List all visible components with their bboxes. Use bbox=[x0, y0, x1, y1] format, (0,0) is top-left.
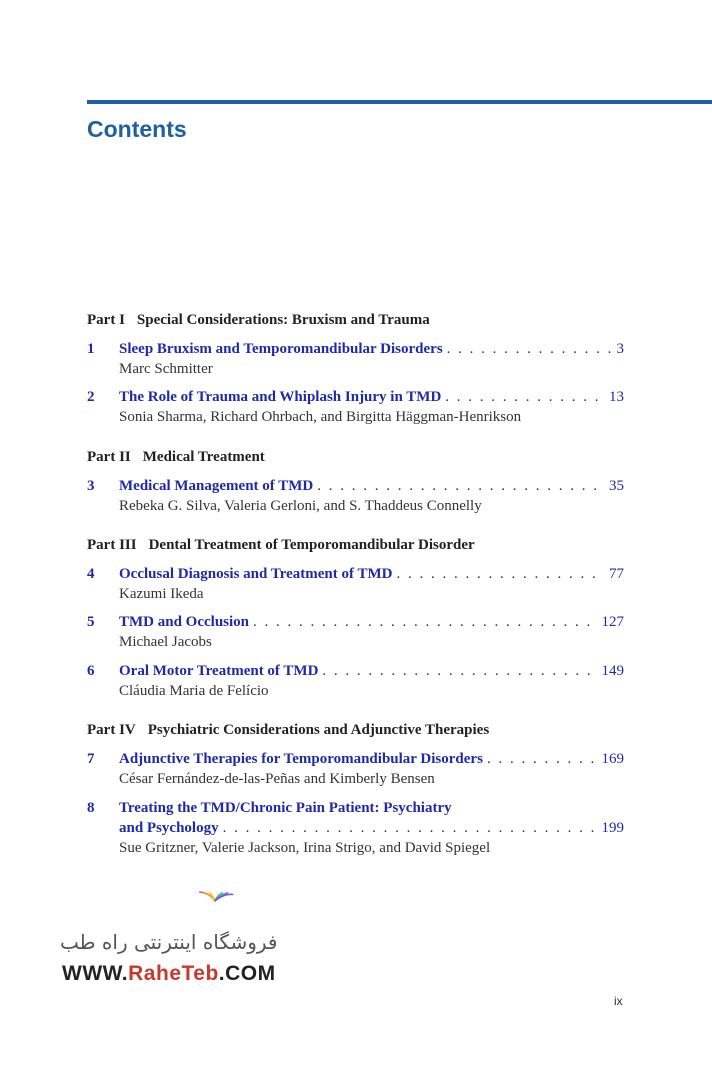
watermark-arabic-text: فروشگاه اینترنتی راه طب bbox=[60, 930, 278, 954]
chapter-authors: Cláudia Maria de Felício bbox=[119, 683, 269, 699]
part-label: Part I bbox=[87, 312, 125, 328]
page-ref: 13 bbox=[609, 389, 624, 405]
watermark-url: WWW.RaheTeb.COM bbox=[62, 962, 276, 985]
page-ref: 77 bbox=[609, 566, 624, 582]
part-label: Part II bbox=[87, 449, 131, 465]
dot-leader bbox=[447, 341, 611, 358]
chapter-authors: Michael Jacobs bbox=[119, 634, 212, 650]
chapter-number: 2 bbox=[87, 389, 95, 405]
dot-leader bbox=[223, 820, 596, 837]
part-title: Medical Treatment bbox=[142, 449, 265, 465]
part-heading bbox=[87, 537, 475, 554]
chapter-number: 6 bbox=[87, 663, 95, 679]
chapter-authors: Sonia Sharma, Richard Ohrbach, and Birgitta Häggman-Henrikson bbox=[119, 409, 522, 425]
dot-leader bbox=[322, 663, 595, 680]
page-title: Contents bbox=[87, 116, 187, 142]
chapter-authors: Kazumi Ikeda bbox=[119, 586, 204, 602]
chapter-number: 3 bbox=[87, 478, 95, 494]
part-title: Psychiatric Considerations and Adjunctive Therapies bbox=[147, 722, 490, 738]
page-ref: 199 bbox=[601, 820, 624, 836]
page-ref: 35 bbox=[609, 478, 624, 494]
chapter-authors: Marc Schmitter bbox=[119, 361, 213, 377]
watermark-book-icon bbox=[60, 888, 310, 928]
chapter-title[interactable]: TMD and Occlusion bbox=[119, 614, 250, 630]
part-label: Part IV bbox=[87, 722, 136, 738]
chapter-title[interactable]: Sleep Bruxism and Temporomandibular Disorders bbox=[119, 341, 443, 357]
chapter-number: 4 bbox=[87, 566, 95, 582]
dot-leader bbox=[317, 478, 603, 495]
part-title: Special Considerations: Bruxism and Trauma bbox=[136, 312, 430, 328]
chapter-title[interactable]: Oral Motor Treatment of TMD bbox=[119, 663, 319, 679]
dot-leader bbox=[487, 751, 596, 768]
part-heading bbox=[87, 312, 430, 329]
chapter-number: 8 bbox=[87, 800, 95, 816]
part-title: Dental Treatment of Temporomandibular Disorder bbox=[148, 537, 475, 553]
chapter-title[interactable]: The Role of Trauma and Whiplash Injury in TMD bbox=[119, 389, 442, 405]
header-rule bbox=[87, 100, 712, 104]
page-ref: 3 bbox=[616, 341, 624, 357]
page-ref: 149 bbox=[601, 663, 624, 679]
dot-leader bbox=[445, 389, 603, 406]
chapter-title-line2[interactable]: and Psychology bbox=[119, 820, 219, 836]
part-label: Part III bbox=[87, 537, 137, 553]
chapter-authors: César Fernández-de-las-Peñas and Kimberly Bensen bbox=[119, 771, 435, 787]
chapter-number: 7 bbox=[87, 751, 95, 767]
chapter-authors: Rebeka G. Silva, Valeria Gerloni, and S. Thaddeus Connelly bbox=[119, 498, 482, 514]
page-number: ix bbox=[614, 994, 623, 1008]
part-heading bbox=[87, 449, 265, 466]
dot-leader bbox=[253, 614, 595, 631]
page-ref: 127 bbox=[601, 614, 624, 630]
chapter-title[interactable]: Adjunctive Therapies for Temporomandibular Disorders bbox=[119, 751, 483, 767]
chapter-number: 5 bbox=[87, 614, 95, 630]
dot-leader bbox=[397, 566, 604, 583]
chapter-title[interactable]: Occlusal Diagnosis and Treatment of TMD bbox=[119, 566, 393, 582]
chapter-number: 1 bbox=[87, 341, 95, 357]
chapter-title-line1[interactable]: Treating the TMD/Chronic Pain Patient: Psychiatry bbox=[119, 800, 452, 816]
chapter-authors: Sue Gritzner, Valerie Jackson, Irina Strigo, and David Spiegel bbox=[119, 840, 491, 856]
page-ref: 169 bbox=[601, 751, 624, 767]
chapter-title[interactable]: Medical Management of TMD bbox=[119, 478, 314, 494]
part-heading bbox=[87, 722, 489, 739]
